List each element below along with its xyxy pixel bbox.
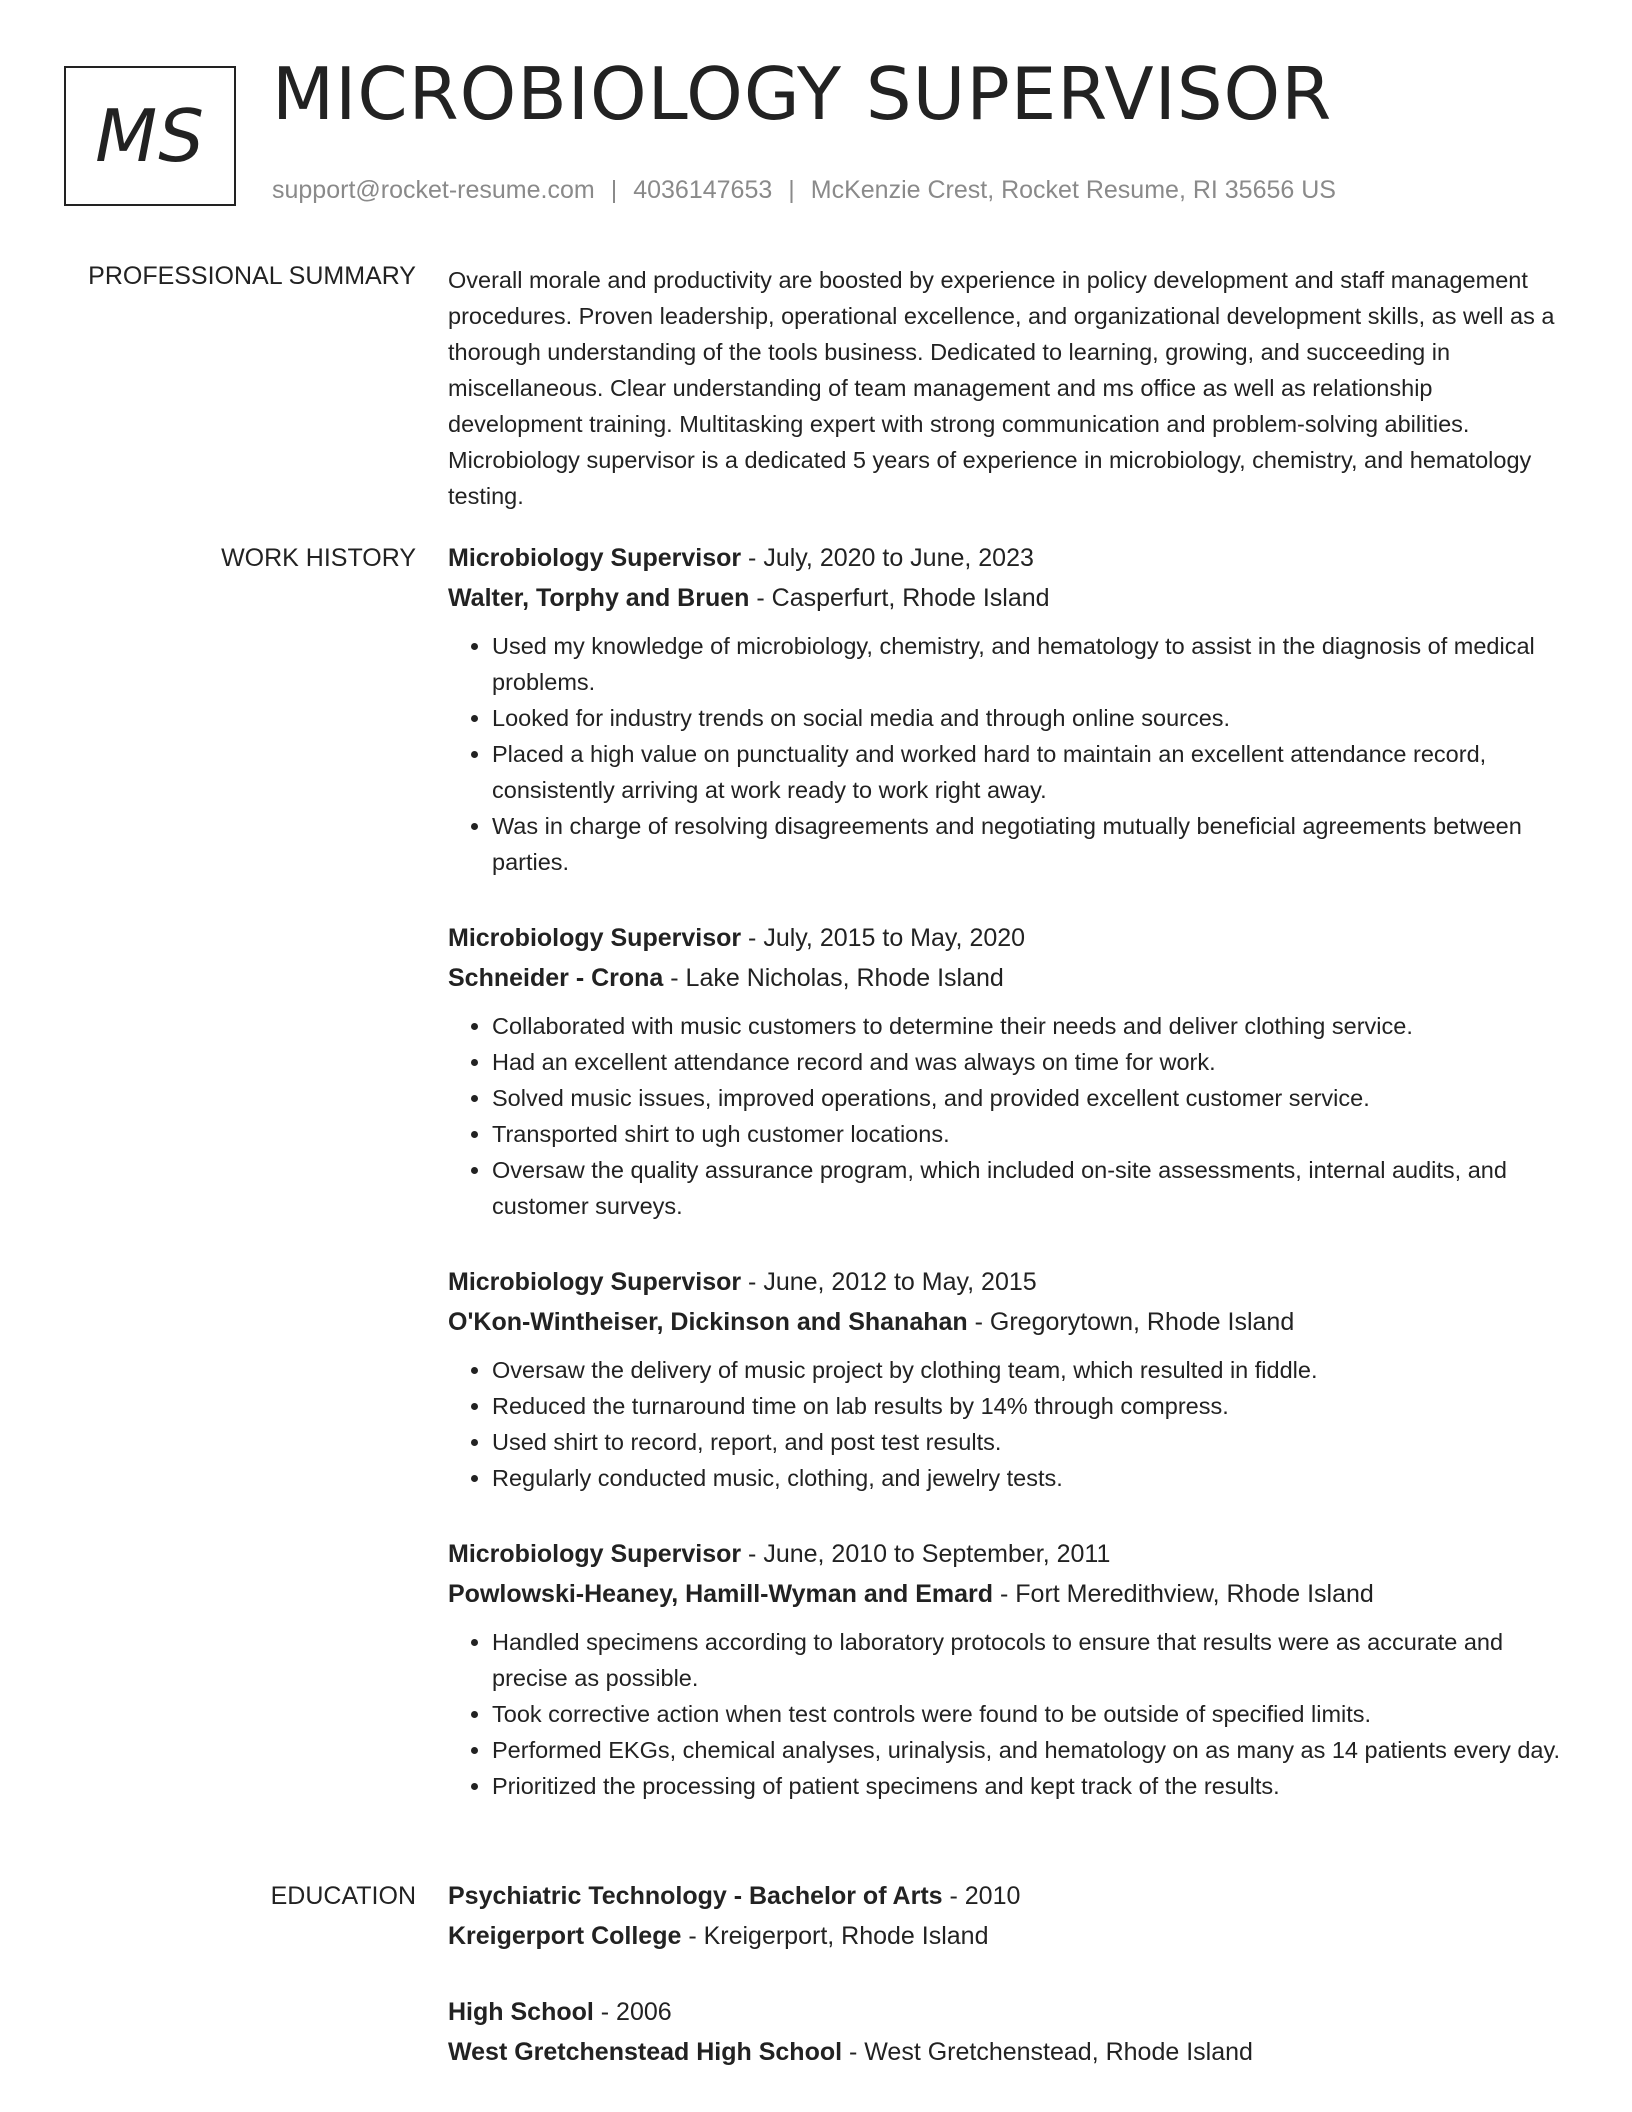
work-history-list: [448, 538, 1566, 1842]
education-entry: [448, 1876, 1566, 1956]
job-title: Microbiology Supervisor: [448, 544, 742, 572]
job-bullet: • Performed EKGs, chemical analyses, urinalysis, and hematology on as many as 14 patients every day.: [492, 1732, 1566, 1768]
job-title-line: [448, 1262, 1566, 1302]
job-bullet: • Reduced the turnaround time on lab results by 14% through compress.: [492, 1388, 1566, 1424]
contact-phone[interactable]: 4036147653: [633, 176, 773, 204]
job-company-line: [448, 958, 1566, 998]
job-company-line: [448, 578, 1566, 618]
job-bullet: • Oversaw the quality assurance program, which included on-site assessments, internal audits, and customer surveys.: [492, 1152, 1566, 1224]
job-bullets: [448, 628, 1566, 880]
job-bullet: • Oversaw the delivery of music project by clothing team, which resulted in fiddle.: [492, 1352, 1566, 1388]
job-dates: - July, 2020 to June, 2023: [741, 544, 1034, 572]
education-entry: [448, 1992, 1566, 2072]
education-year: - 2006: [593, 1998, 672, 2026]
education-list: [448, 1876, 1566, 2108]
education-year: - 2010: [942, 1882, 1021, 1910]
job-location: - Gregorytown, Rhode Island: [967, 1308, 1295, 1336]
summary-text: Overall morale and productivity are boosted by experience in policy development and staff management procedures. Proven leadership, operational excellence, and organizational development skills, as well as a thorough understanding of the tools business. Dedicated to learning, growing, and succeeding in miscellaneous. Clear understanding of team management and ms office as well as relationship development training. Multitasking expert with strong communication and problem-solving abilities. Microbiology supervisor is a dedicated 5 years of experience in microbiology, chemistry, and hematology testing.: [448, 267, 1555, 509]
job-bullets: [448, 1624, 1566, 1804]
education-degree: Psychiatric Technology - Bachelor of Arts: [448, 1882, 943, 1910]
job-bullets: [448, 1352, 1566, 1496]
education-degree-line: [448, 1992, 1566, 2032]
education-location: - West Gretchenstead, Rhode Island: [842, 2038, 1253, 2066]
job-dates: - July, 2015 to May, 2020: [741, 924, 1026, 952]
education-degree-line: [448, 1876, 1566, 1916]
job-title: Microbiology Supervisor: [448, 924, 742, 952]
education-degree: High School: [448, 1998, 594, 2026]
job-bullet: • Handled specimens according to laboratory protocols to ensure that results were as accurate and precise as possible.: [492, 1624, 1566, 1696]
job-company: Powlowski-Heaney, Hamill-Wyman and Emard: [448, 1580, 994, 1608]
job-bullet: • Used shirt to record, report, and post test results.: [492, 1424, 1566, 1460]
contact-line: [272, 176, 1336, 205]
job-bullet: • Prioritized the processing of patient specimens and kept track of the results.: [492, 1768, 1566, 1804]
contact-address: McKenzie Crest, Rocket Resume, RI 35656 US: [810, 176, 1336, 204]
contact-email[interactable]: support@rocket-resume.com: [272, 176, 595, 204]
resume-title: MICROBIOLOGY SUPERVISOR: [272, 52, 1333, 136]
job-company: O'Kon-Wintheiser, Dickinson and Shanahan: [448, 1308, 968, 1336]
job-company: Walter, Torphy and Bruen: [448, 584, 750, 612]
job-bullet: • Transported shirt to ugh customer locations.: [492, 1116, 1566, 1152]
job-company-line: [448, 1574, 1566, 1614]
job-bullet: • Solved music issues, improved operations, and provided excellent customer service.: [492, 1080, 1566, 1116]
job-bullet: • Collaborated with music customers to determine their needs and deliver clothing service.: [492, 1008, 1566, 1044]
job-title-line: [448, 1534, 1566, 1574]
job-bullet: • Regularly conducted music, clothing, and jewelry tests.: [492, 1460, 1566, 1496]
job-dates: - June, 2010 to September, 2011: [741, 1540, 1111, 1568]
monogram-box: [64, 66, 236, 206]
job-title: Microbiology Supervisor: [448, 1268, 742, 1296]
job-bullets: [448, 1008, 1566, 1224]
job-entry: [448, 918, 1566, 1224]
job-location: - Casperfurt, Rhode Island: [749, 584, 1050, 612]
job-title: Microbiology Supervisor: [448, 1540, 742, 1568]
monogram-initials: MS: [95, 94, 205, 178]
job-bullet: • Took corrective action when test controls were found to be outside of specified limits.: [492, 1696, 1566, 1732]
education-school: Kreigerport College: [448, 1922, 682, 1950]
job-bullet: • Had an excellent attendance record and was always on time for work.: [492, 1044, 1566, 1080]
contact-separator: |: [610, 176, 618, 204]
education-location: - Kreigerport, Rhode Island: [681, 1922, 989, 1950]
section-label-education: EDUCATION: [270, 1882, 416, 1910]
section-label-work-history: WORK HISTORY: [221, 544, 416, 572]
job-dates: - June, 2012 to May, 2015: [741, 1268, 1037, 1296]
job-bullet: • Was in charge of resolving disagreements and negotiating mutually beneficial agreements between parties.: [492, 808, 1566, 880]
education-school-line: [448, 2032, 1566, 2072]
job-bullet: • Looked for industry trends on social media and through online sources.: [492, 700, 1566, 736]
job-location: - Lake Nicholas, Rhode Island: [663, 964, 1004, 992]
contact-separator: |: [788, 176, 795, 204]
job-entry: [448, 1534, 1566, 1804]
education-school: West Gretchenstead High School: [448, 2038, 843, 2066]
job-title-line: [448, 918, 1566, 958]
job-entry: [448, 538, 1566, 880]
job-company-line: [448, 1302, 1566, 1342]
section-label-summary: PROFESSIONAL SUMMARY: [88, 262, 416, 290]
job-bullet: • Placed a high value on punctuality and worked hard to maintain an excellent attendance record, consistently arriving at work ready to work right away.: [492, 736, 1566, 808]
job-title-line: [448, 538, 1566, 578]
job-location: - Fort Meredithview, Rhode Island: [993, 1580, 1374, 1608]
job-bullet: • Used my knowledge of microbiology, chemistry, and hematology to assist in the diagnosis of medical problems.: [492, 628, 1566, 700]
education-school-line: [448, 1916, 1566, 1956]
job-company: Schneider - Crona: [448, 964, 664, 992]
job-entry: [448, 1262, 1566, 1496]
